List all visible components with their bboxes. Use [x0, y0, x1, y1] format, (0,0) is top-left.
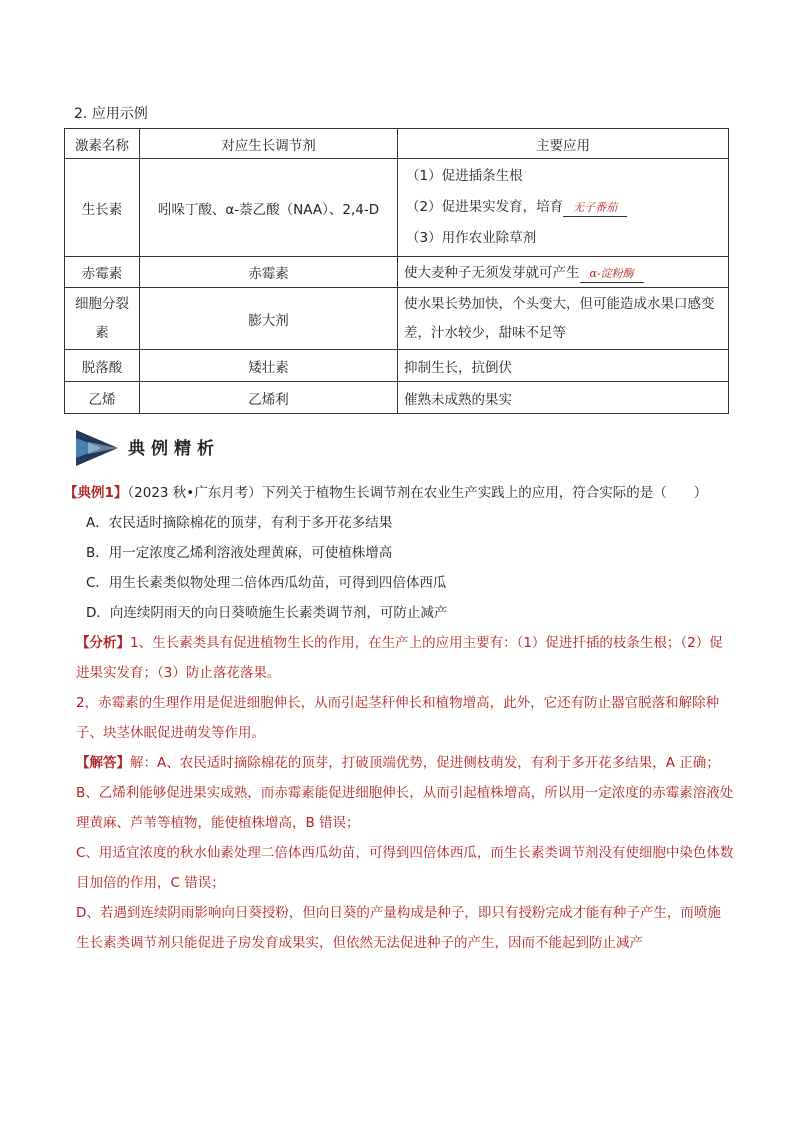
option-d: D．向连续阴雨天的向日葵喷施生长素类调节剂，可防止减产 — [86, 605, 448, 621]
cell-application — [398, 159, 729, 257]
cell-application: 抑制生长，抗倒伏 — [398, 350, 729, 382]
handwritten-answer: 无子番茄 — [563, 200, 627, 217]
analysis-p1 — [64, 628, 734, 688]
cell-application: 催熟未成熟的果实 — [398, 382, 729, 414]
cell-regulator: 乙烯利 — [140, 382, 398, 414]
option-c: C．用生长素类似物处理二倍体西瓜幼苗，可得到四倍体西瓜 — [86, 575, 447, 591]
header-hormone: 激素名称 — [65, 129, 140, 159]
example-tag: 【典例1】 — [64, 485, 128, 501]
cell-application: 使水果长势加快，个头变大，但可能造成水果口感变差，汁水较少，甜味不足等 — [398, 288, 729, 350]
answer-c: C、用适宜浓度的秋水仙素处理二倍体西瓜幼苗，可得到四倍体西瓜，而生长素类调节剂没有使细胞中染色体数目加倍的作用，C 错误； — [76, 845, 734, 891]
answer-tag: 【解答】 — [76, 755, 130, 771]
option-a: A．农民适时摘除棉花的顶芽，有利于多开花多结果 — [86, 515, 393, 531]
cell-hormone: 生长素 — [65, 159, 140, 257]
answer-d: D、若遇到连续阴雨影响向日葵授粉，但向日葵的产量构成是种子，即只有授粉完成才能有种子产生，而喷施生长素类调节剂只能促进子房发育成果实，但依然无法促进种子的产生，因而不能起到防止减产 — [76, 905, 721, 951]
cell-regulator: 赤霉素 — [140, 257, 398, 288]
answer-lead — [64, 748, 734, 778]
section-title: 2. 应用示例 — [74, 106, 148, 122]
app-line: （1）促进插条生根 — [406, 168, 523, 184]
analysis-text: 1、生长素类具有促进植物生长的作用，在生产上的应用主要有：（1）促进扦插的枝条生根；（2）促进果实发育；（3）防止落花落果。 — [76, 635, 723, 681]
table-row — [65, 288, 729, 350]
example-body — [64, 478, 734, 958]
cell-hormone: 细胞分裂素 — [65, 288, 140, 350]
table-header-row — [65, 129, 729, 159]
application-table — [64, 128, 729, 414]
table-row — [65, 350, 729, 382]
table-row — [65, 257, 729, 288]
app-line — [406, 192, 720, 223]
answer-a: 解：A、农民适时摘除棉花的顶芽，打破顶端优势，促进侧枝萌发，有利于多开花多结果，A 正确； — [130, 755, 720, 771]
app-line: （3）用作农业除草剂 — [406, 230, 537, 246]
banner-icon — [72, 428, 122, 468]
table-row — [65, 382, 729, 414]
header-application: 主要应用 — [398, 129, 729, 159]
cell-hormone: 赤霉素 — [65, 257, 140, 288]
cell-regulator: 膨大剂 — [140, 288, 398, 350]
app-text: （2）促进果实发育，培育 — [406, 199, 564, 215]
answer-b: B、乙烯利能够促进果实成熟，而赤霉素能促进细胞伸长，从而引起植株增高，所以用一定浓度的赤霉素溶液处理黄麻、芦苇等植物，能使植株增高，B 错误； — [76, 785, 734, 831]
option-b: B．用一定浓度乙烯利溶液处理黄麻，可使植株增高 — [86, 545, 393, 561]
analysis-tag: 【分析】 — [76, 635, 130, 651]
question-source: （2023 秋•广东月考） — [127, 485, 262, 501]
cell-application — [398, 257, 729, 288]
cell-regulator: 矮壮素 — [140, 350, 398, 382]
analysis-p2: 2，赤霉素的生理作用是促进细胞伸长，从而引起茎秆伸长和植物增高，此外，它还有防止器官脱落和解除种子、块茎休眠促进萌发等作用。 — [76, 695, 720, 741]
cell-hormone: 脱落酸 — [65, 350, 140, 382]
table-row — [65, 159, 729, 257]
handwritten-answer: α-淀粉酶 — [580, 266, 644, 283]
cell-hormone: 乙烯 — [65, 382, 140, 414]
app-text: 使大麦种子无须发芽就可产生 — [404, 265, 580, 281]
header-regulator: 对应生长调节剂 — [140, 129, 398, 159]
question-line — [64, 478, 734, 508]
banner-title: 典例精析 — [128, 439, 220, 459]
cell-regulator: 吲哚丁酸、α-萘乙酸（NAA）、2,4-D — [140, 159, 398, 257]
question-text: 下列关于植物生长调节剂在农业生产实践上的应用，符合实际的是（ ） — [261, 485, 708, 501]
